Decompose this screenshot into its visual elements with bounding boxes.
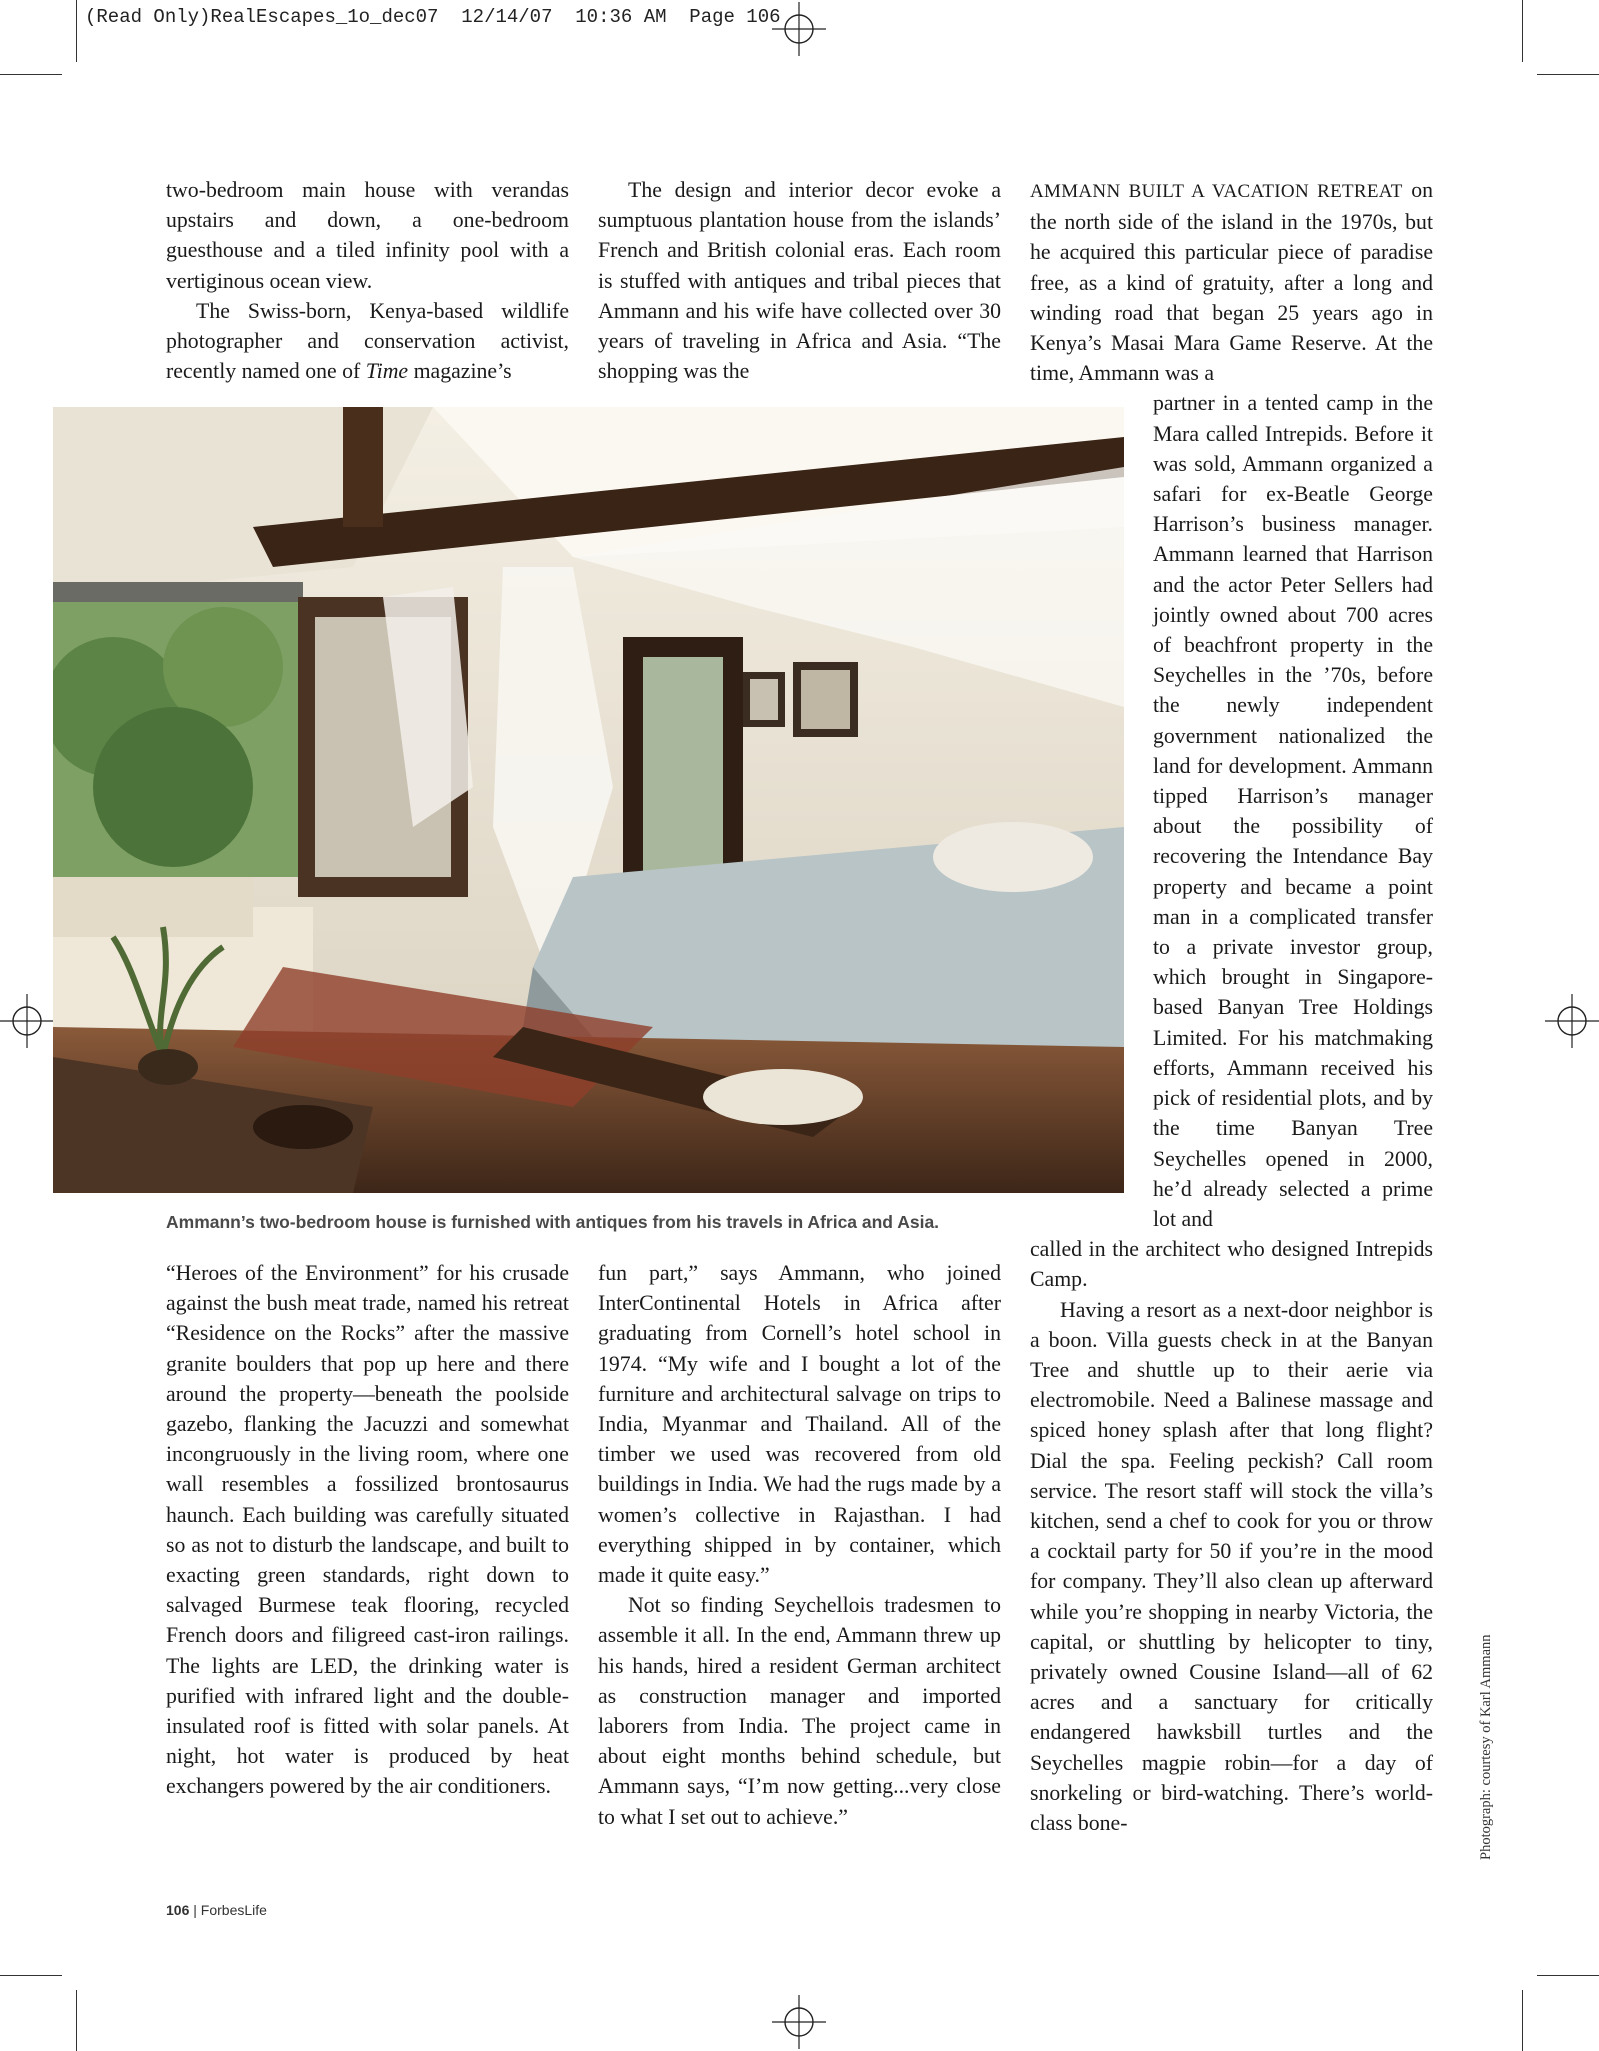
crop-mark bbox=[1522, 1990, 1523, 2051]
registration-mark-icon bbox=[0, 994, 54, 1048]
paragraph: Not so finding Seychellois tradesmen to assemble it all. In the end, Ammann threw up his hands, hired a resident German architect as construction manager and imported laborers from India. The project came in about eight months behind schedule, but Ammann says, “I’m now getting...very close to what I set out to achieve.” bbox=[598, 1593, 1001, 1829]
page-folio bbox=[166, 1902, 267, 1918]
paragraph: partner in a tented camp in the Mara called Intrepids. Before it was sold, Ammann organized a safari for ex-Beatle George Harrison’s business manager. Ammann learned that Harrison and the actor Peter Sellers had jointly owned about 700 acres of beachfront property in the Seychelles in the ’70s, before the newly independent government nationalized the land for development. Ammann tipped Harrison’s manager about the possibility of recovering the Intendance Bay property and became a point man in a complicated transfer to a private investor group, which brought in Singapore-based Banyan Tree Holdings Limited. For his matchmaking efforts, Ammann received his pick of residential plots, and by the time Banyan Tree Seychelles opened in 2000, he’d already selected a prime lot and bbox=[1153, 391, 1433, 1231]
paragraph: The design and interior decor evoke a sumptuous plantation house from the islands’ French and British colonial eras. Each room is stuffed with antiques and tribal pieces that Ammann and his wife have collected over 30 years of traveling in Africa and Asia. “The shopping was the bbox=[598, 178, 1001, 384]
paragraph: Having a resort as a next-door neighbor is a boon. Villa guests check in at the Banyan Tree and shuttle up to their aerie via electromobile. Need a Balinese massage and spiced honey splash after that long flight? Dial the spa. Feeling peckish? Call room service. The resort staff will stock the villa’s kitchen, send a chef to cook for you or throw a cocktail party for 50 if you’re in the mood for company. They’ll also clean up afterward while you’re shopping in nearby Victoria, the capital, or shuttling by helicopter to tiny, privately owned Cousine Island—all of 62 acres and a sanctuary for critically endangered hawksbill turtles and the Seychelles magpie robin—for a day of snorkeling or bird-watching. There’s world-class bone- bbox=[1030, 1297, 1433, 1835]
registration-mark-icon bbox=[1545, 994, 1599, 1048]
publication-name: ForbesLife bbox=[200, 1902, 267, 1918]
text-run: magazine’s bbox=[408, 359, 512, 384]
column-1-top bbox=[166, 175, 569, 386]
crop-mark bbox=[0, 1975, 62, 1976]
crop-mark bbox=[76, 0, 77, 62]
file-slug: (Read Only)RealEscapes_1o_dec07 12/14/07 10:36 AM Page 106 bbox=[85, 6, 781, 28]
crop-mark bbox=[1537, 1975, 1599, 1976]
registration-mark-icon bbox=[772, 2, 826, 56]
photo-credit: Photograph: courtesy of Karl Ammann bbox=[1478, 1634, 1494, 1860]
bedroom-photo-illustration bbox=[53, 407, 1124, 1193]
registration-mark-icon bbox=[772, 1995, 826, 2049]
bedroom-photo bbox=[53, 407, 1124, 1193]
text-run: on the north side of the island in the 1970s, but he acquired this particular piece of paradise free, as a kind of gratuity, after a long and winding road that began 25 years ago in Kenya’s Masai Mara Game Reserve. At the time, Ammann was a bbox=[1030, 178, 1433, 386]
folio-separator: | bbox=[189, 1902, 201, 1918]
paragraph bbox=[1030, 175, 1433, 388]
paragraph: called in the architect who designed Intrepids Camp. bbox=[1030, 1237, 1433, 1292]
magazine-title: Time bbox=[365, 359, 409, 384]
column-2-top bbox=[598, 175, 1001, 386]
crop-mark bbox=[76, 1990, 77, 2051]
text-run: The Swiss-born, Kenya-based wildlife photographer and conservation activist, recently named one of bbox=[166, 298, 569, 384]
crop-mark bbox=[1537, 74, 1599, 75]
paragraph: “Heroes of the Environment” for his crusade against the bush meat trade, named his retreat “Residence on the Rocks” after the massive granite boulders that pop up here and there around the property—beneath the poolside gazebo, flanking the Jacuzzi and somewhat incongruously in the living room, where one wall resembles a fossilized brontosaurus haunch. Each building was carefully situated so as not to disturb the landscape, and built to exacting green standards, right down to salvaged Burmese teak flooring, recycled French doors and filigreed cast-iron railings. The lights are LED, the drinking water is purified with infrared light and the double-insulated roof is fitted with solar panels. At night, hot water is produced by heat exchangers powered by the air conditioners. bbox=[166, 1261, 569, 1799]
crop-mark bbox=[1522, 0, 1523, 62]
column-1-bottom bbox=[166, 1258, 569, 1802]
page-number: 106 bbox=[166, 1902, 190, 1918]
narrow-wrap bbox=[1153, 388, 1433, 1234]
paragraph: fun part,” says Ammann, who joined InterContinental Hotels in Africa after graduating from Cornell’s hotel school in 1974. “My wife and I bought a lot of the furniture and architectural salvage on trips to India, Myanmar and Thailand. All of the timber we used was recovered from old buildings in India. We had the rugs made by a women’s collective in Rajasthan. I had everything shipped in by container, which made it quite easy.” bbox=[598, 1261, 1001, 1588]
photo-caption: Ammann’s two-bedroom house is furnished with antiques from his travels in Africa and Asia. bbox=[166, 1212, 940, 1232]
crop-mark bbox=[0, 74, 62, 75]
column-2-bottom bbox=[598, 1258, 1001, 1832]
paragraph: two-bedroom main house with verandas upstairs and down, a one-bedroom guesthouse and a tiled infinity pool with a vertiginous ocean view. bbox=[166, 178, 569, 293]
lead-in: AMMANN BUILT A VACATION RETREAT bbox=[1030, 181, 1403, 202]
paragraph bbox=[166, 296, 569, 387]
